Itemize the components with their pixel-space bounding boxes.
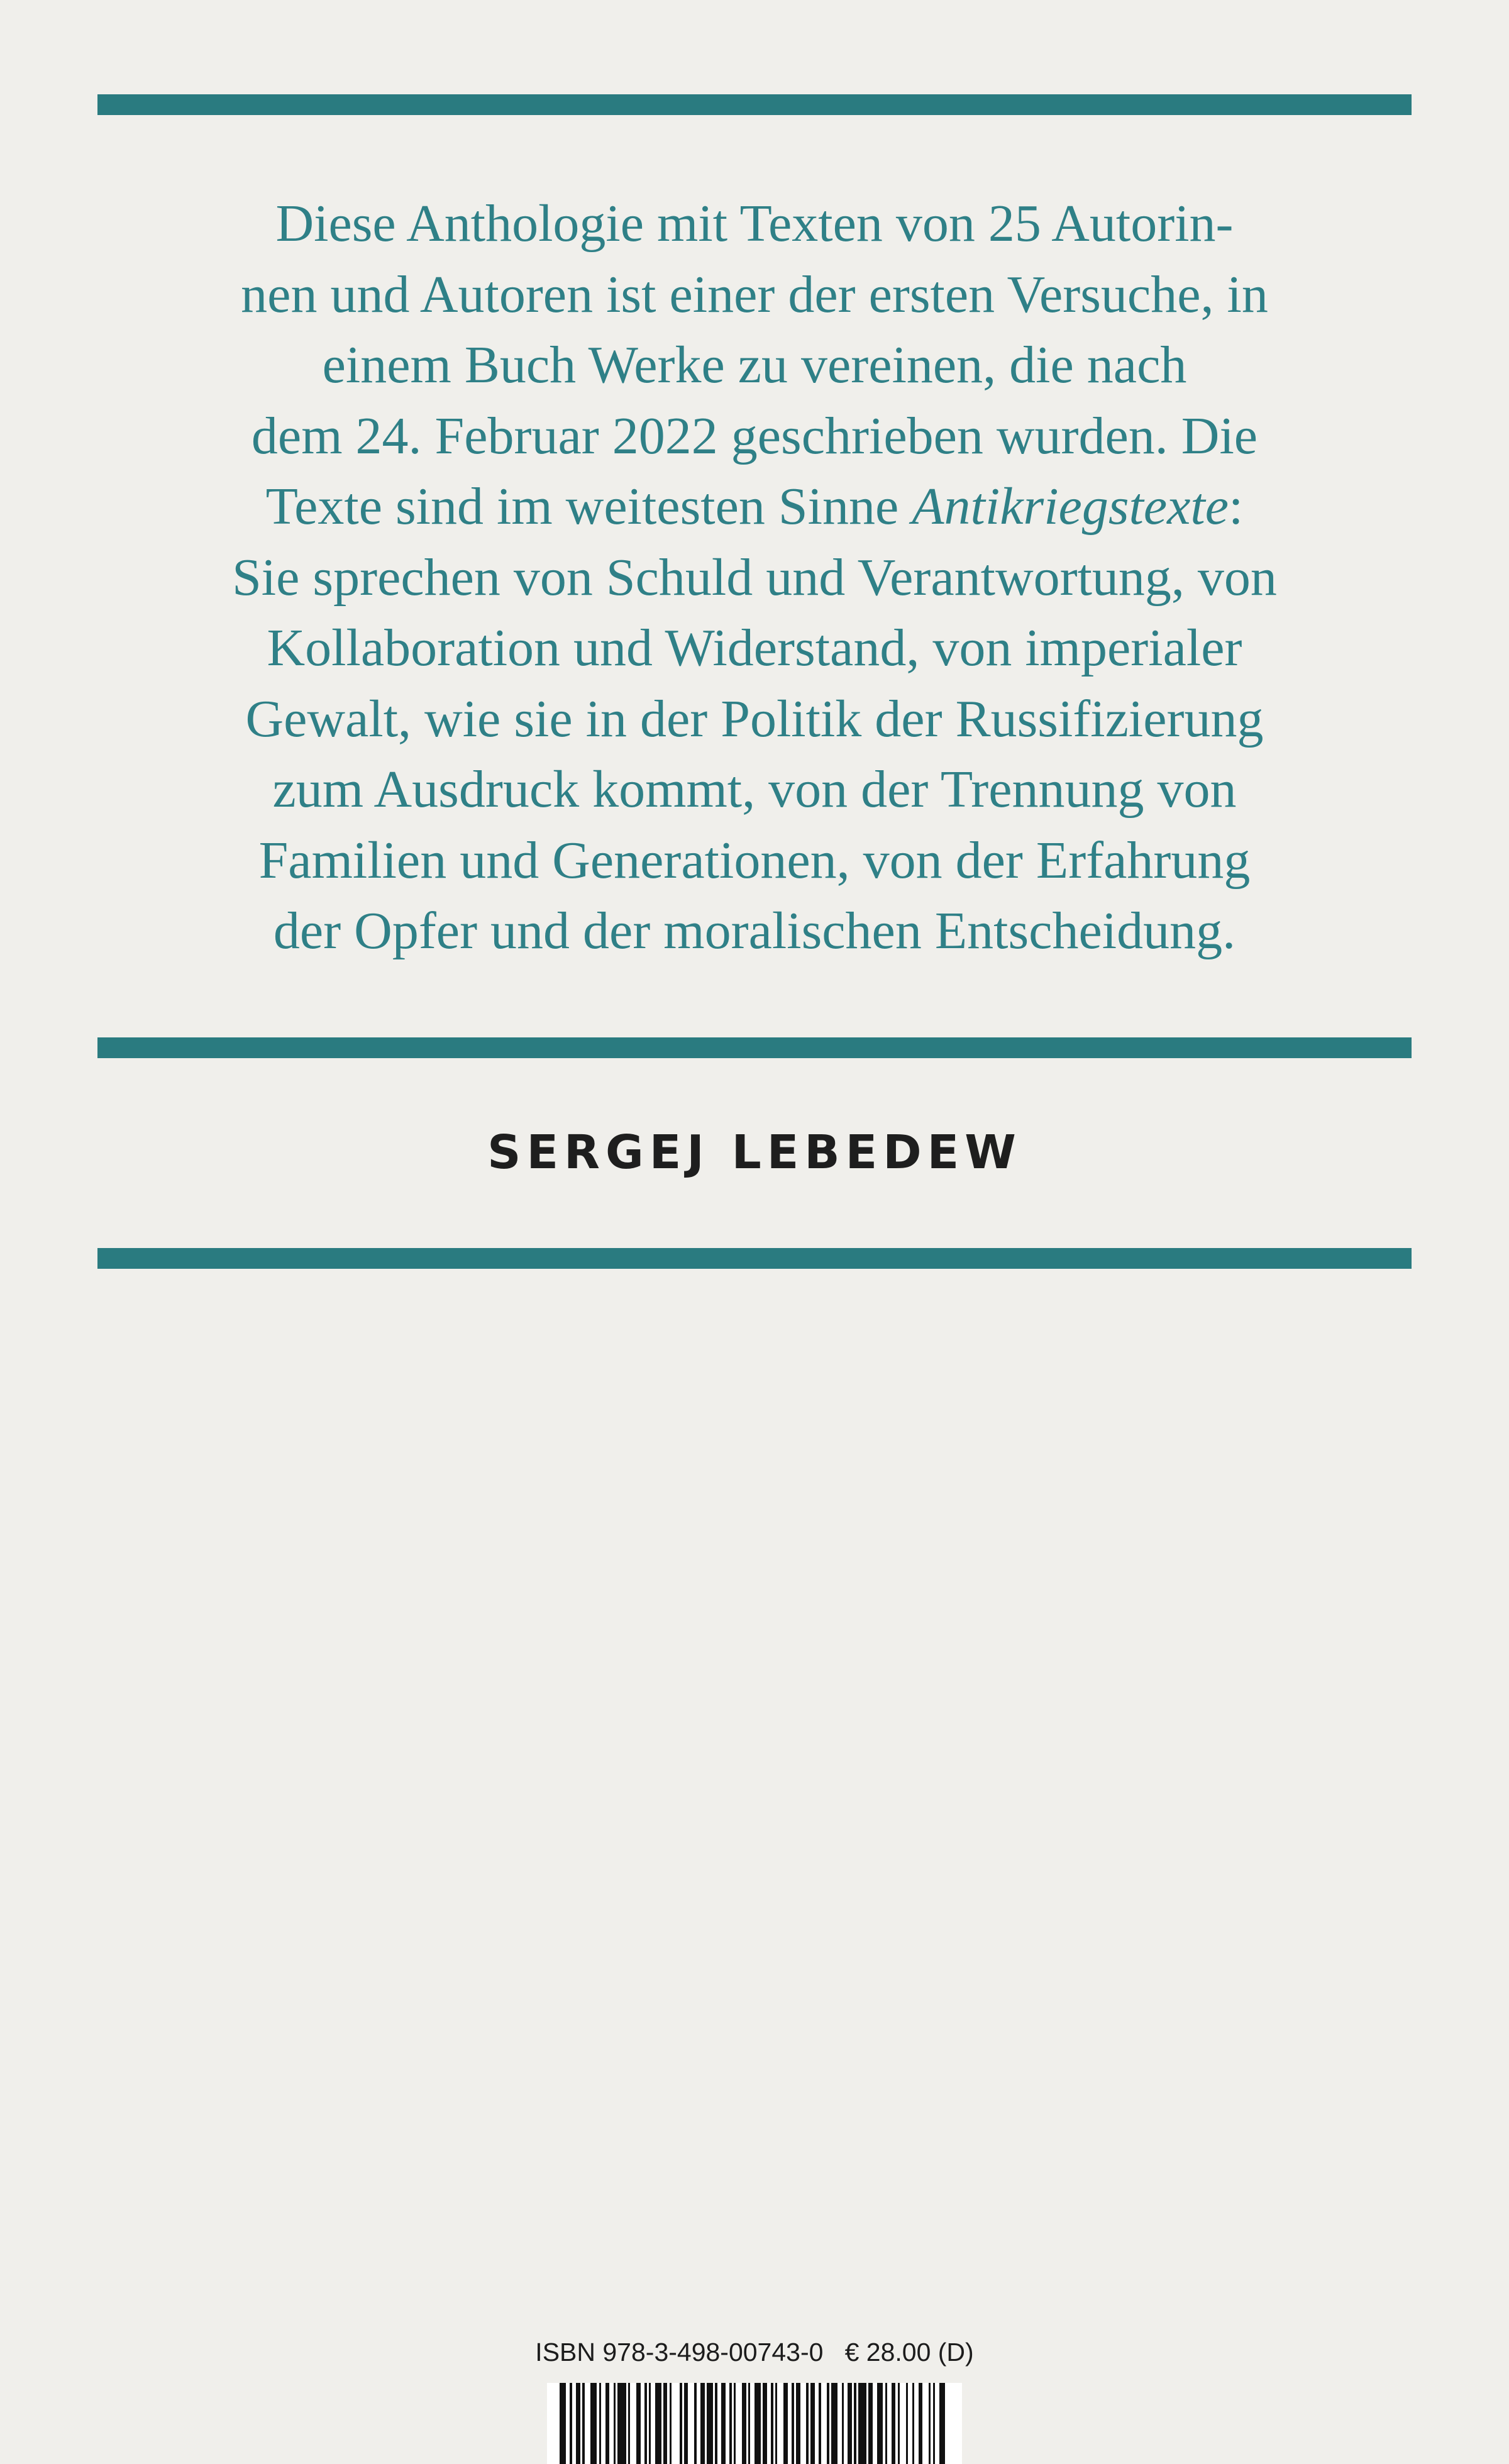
blurb-line: zum Ausdruck kommt, von der Trennung von (272, 760, 1237, 819)
middle-divider-rule (97, 1037, 1412, 1058)
italic-term: Antikriegstexte (912, 477, 1229, 536)
barcode-bar (649, 2383, 651, 2464)
barcode-bar (806, 2383, 808, 2464)
barcode-bar (655, 2383, 661, 2464)
barcode-bar (670, 2383, 672, 2464)
blurb-line: Sie sprechen von Schuld und Verantwortung, von (232, 548, 1277, 607)
barcode-bar (819, 2383, 821, 2464)
barcode-bar (707, 2383, 713, 2464)
barcode-bar (810, 2383, 815, 2464)
italic-term-suffix: : (1229, 477, 1244, 536)
barcode-bar (898, 2383, 900, 2464)
barcode-bar (796, 2383, 800, 2464)
barcode-bar (721, 2383, 726, 2464)
barcode-bar (771, 2383, 773, 2464)
barcode-bar (831, 2383, 837, 2464)
blurb-line: Familien und Generationen, von der Erfahrung (258, 831, 1251, 890)
barcode-bar (590, 2383, 597, 2464)
blurb-line: Gewalt, wie sie in der Politik der Russifizierung (245, 689, 1264, 748)
barcode-bar (929, 2383, 931, 2464)
top-divider-rule (97, 94, 1412, 115)
barcode-bar (663, 2383, 668, 2464)
barcode-bar (858, 2383, 866, 2464)
barcode-bar (827, 2383, 829, 2464)
barcode-bar (783, 2383, 788, 2464)
barcode-bar (906, 2383, 908, 2464)
barcode-bar (614, 2383, 616, 2464)
barcode-bar (933, 2383, 935, 2464)
barcode-bar (792, 2383, 793, 2464)
isbn-price-line: ISBN 978-3-498-00743-0 € 28.00 (D) (535, 2338, 974, 2367)
blurb-line-text: Texte sind im weitesten Sinne (265, 477, 912, 536)
barcode-bar (868, 2383, 873, 2464)
blurb-line: nen und Autoren ist einer der ersten Versuche, in (241, 265, 1268, 324)
barcode-bar (715, 2383, 717, 2464)
barcode-bar (729, 2383, 731, 2464)
barcode-bar (763, 2383, 767, 2464)
barcode-bar (885, 2383, 887, 2464)
barcode-bar (694, 2383, 696, 2464)
barcode-bar (700, 2383, 705, 2464)
barcode-bar (742, 2383, 746, 2464)
blurb-line: einem Buch Werke zu vereinen, die nach (322, 336, 1187, 394)
blurb-line: Kollaboration und Widerstand, von imperialer (267, 619, 1242, 677)
barcode-bar (605, 2383, 610, 2464)
barcode-bar (754, 2383, 761, 2464)
barcode-bar (644, 2383, 646, 2464)
barcode-bar (775, 2383, 777, 2464)
barcode-bar (877, 2383, 883, 2464)
blurb-text (97, 189, 1412, 967)
blurb-line-with-italic (97, 472, 1412, 543)
barcode-bar (734, 2383, 736, 2464)
barcode-bar (912, 2383, 914, 2464)
blurb-line: der Opfer und der moralischen Entscheidung. (273, 902, 1236, 960)
bottom-divider-rule (97, 1248, 1412, 1269)
barcode-bar (848, 2383, 852, 2464)
barcode-bar (560, 2383, 566, 2464)
barcode-bar (842, 2383, 844, 2464)
barcode-bar (576, 2383, 580, 2464)
barcode (547, 2383, 962, 2464)
barcode-bar (636, 2383, 641, 2464)
barcode-bar (570, 2383, 572, 2464)
barcode-bar (599, 2383, 601, 2464)
barcode-bar (628, 2383, 630, 2464)
barcode-bar (582, 2383, 584, 2464)
barcode-bar (617, 2383, 626, 2464)
barcode-bar (748, 2383, 750, 2464)
blurb-line: Diese Anthologie mit Texten von 25 Autorin- (275, 194, 1234, 253)
barcode-bar (680, 2383, 682, 2464)
barcode-bar (892, 2383, 896, 2464)
blurb-line: dem 24. Februar 2022 geschrieben wurden. Die (251, 406, 1258, 465)
barcode-bar (854, 2383, 856, 2464)
barcode-bar (939, 2383, 946, 2464)
author-name: SERGEJ LEBEDEW (487, 1125, 1022, 1180)
barcode-bar (684, 2383, 688, 2464)
barcode-bar (919, 2383, 923, 2464)
